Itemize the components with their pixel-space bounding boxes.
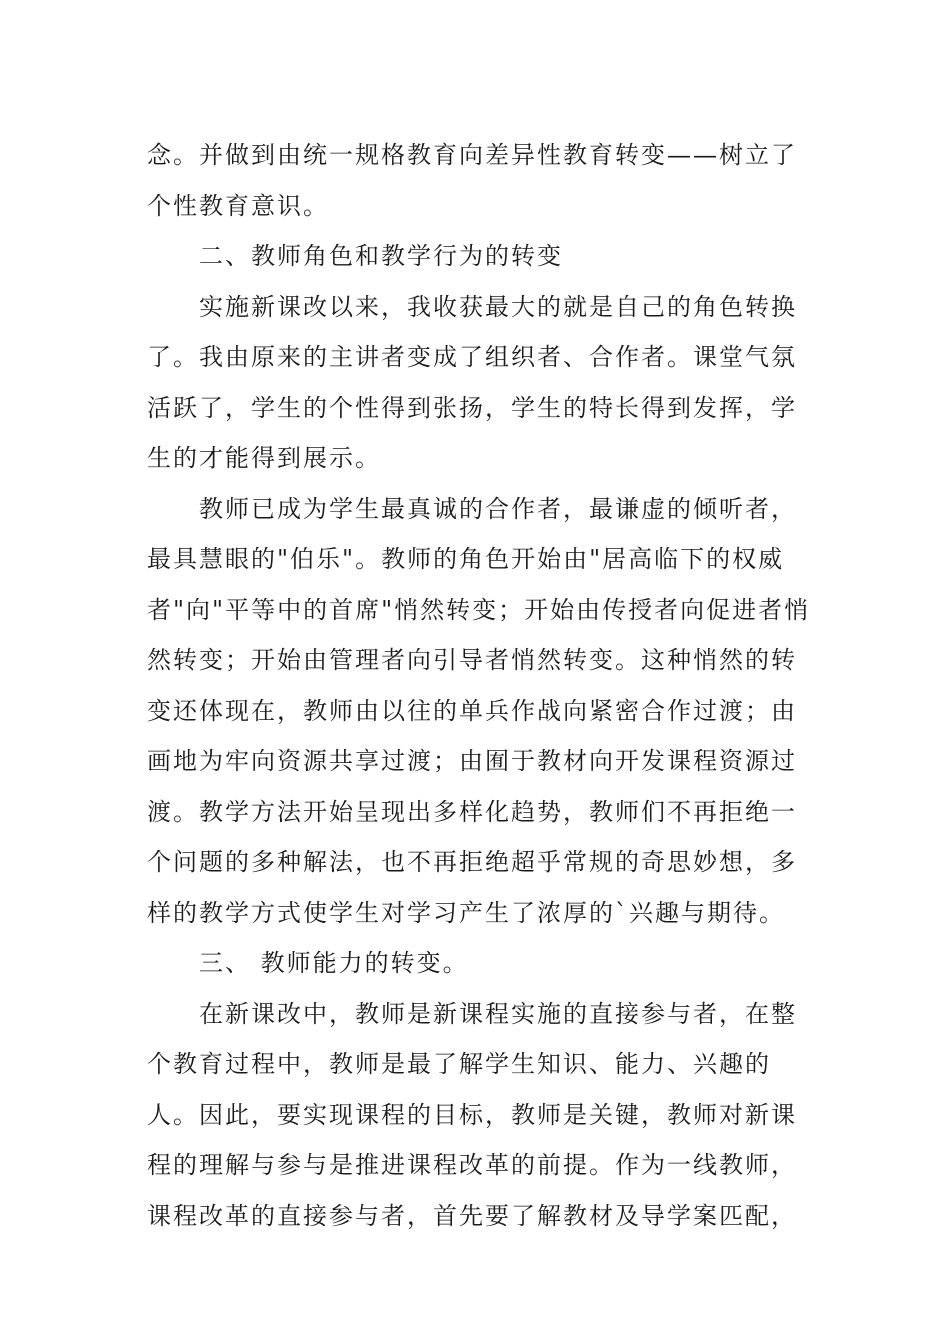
text-line: 生的才能得到展示。	[147, 444, 381, 472]
text-line: 个性教育意识。	[147, 191, 329, 220]
text-line: 课程改革的直接参与者，首先要了解教材及导学案匹配，	[147, 1201, 797, 1230]
text-line: 渡。教学方法开始呈现出多样化趋势，教师们不再拒绝一	[147, 797, 797, 826]
document-body	[147, 130, 811, 1241]
text-line: 活跃了，学生的个性得到张扬，学生的特长得到发挥，学	[147, 393, 797, 422]
text-line: 在新课改中，教师是新课程实施的直接参与者，在整	[199, 999, 797, 1028]
section-heading: 二、教师角色和教学行为的转变	[199, 242, 563, 270]
text-line: 教师已成为学生最真诚的合作者，最谦虚的倾听者，	[199, 494, 797, 523]
text-line: 人。因此，要实现课程的目标，教师是关键，教师对新课	[147, 1100, 797, 1129]
text-line: 程的理解与参与是推进课程改革的前提。作为一线教师，	[147, 1151, 797, 1179]
text-line: 者"向"平等中的首席"悄然转变；开始由传授者向促进者悄	[147, 595, 811, 624]
text-line: 变还体现在，教师由以往的单兵作战向紧密合作过渡；由	[147, 696, 797, 725]
text-line: 最具慧眼的"伯乐"。教师的角色开始由"居高临下的权威	[147, 545, 785, 573]
text-line: 实施新课改以来，我收获最大的就是自己的角色转换	[199, 292, 797, 321]
text-line: 样的教学方式使学生对学习产生了浓厚的`兴趣与期待。	[147, 898, 785, 927]
text-line: 个问题的多种解法，也不再拒绝超乎常规的奇思妙想，多	[147, 848, 797, 876]
text-line: 念。并做到由统一规格教育向差异性教育转变——树立了	[147, 141, 797, 169]
text-line: 了。我由原来的主讲者变成了组织者、合作者。课堂气氛	[147, 343, 797, 371]
text-line: 个教育过程中，教师是最了解学生知识、能力、兴趣的	[147, 1050, 771, 1078]
text-line: 画地为牢向资源共享过渡；由囿于教材向开发课程资源过	[147, 747, 797, 775]
section-heading: 三、 教师能力的转变。	[199, 949, 469, 977]
text-line: 然转变；开始由管理者向引导者悄然转变。这种悄然的转	[147, 646, 797, 674]
